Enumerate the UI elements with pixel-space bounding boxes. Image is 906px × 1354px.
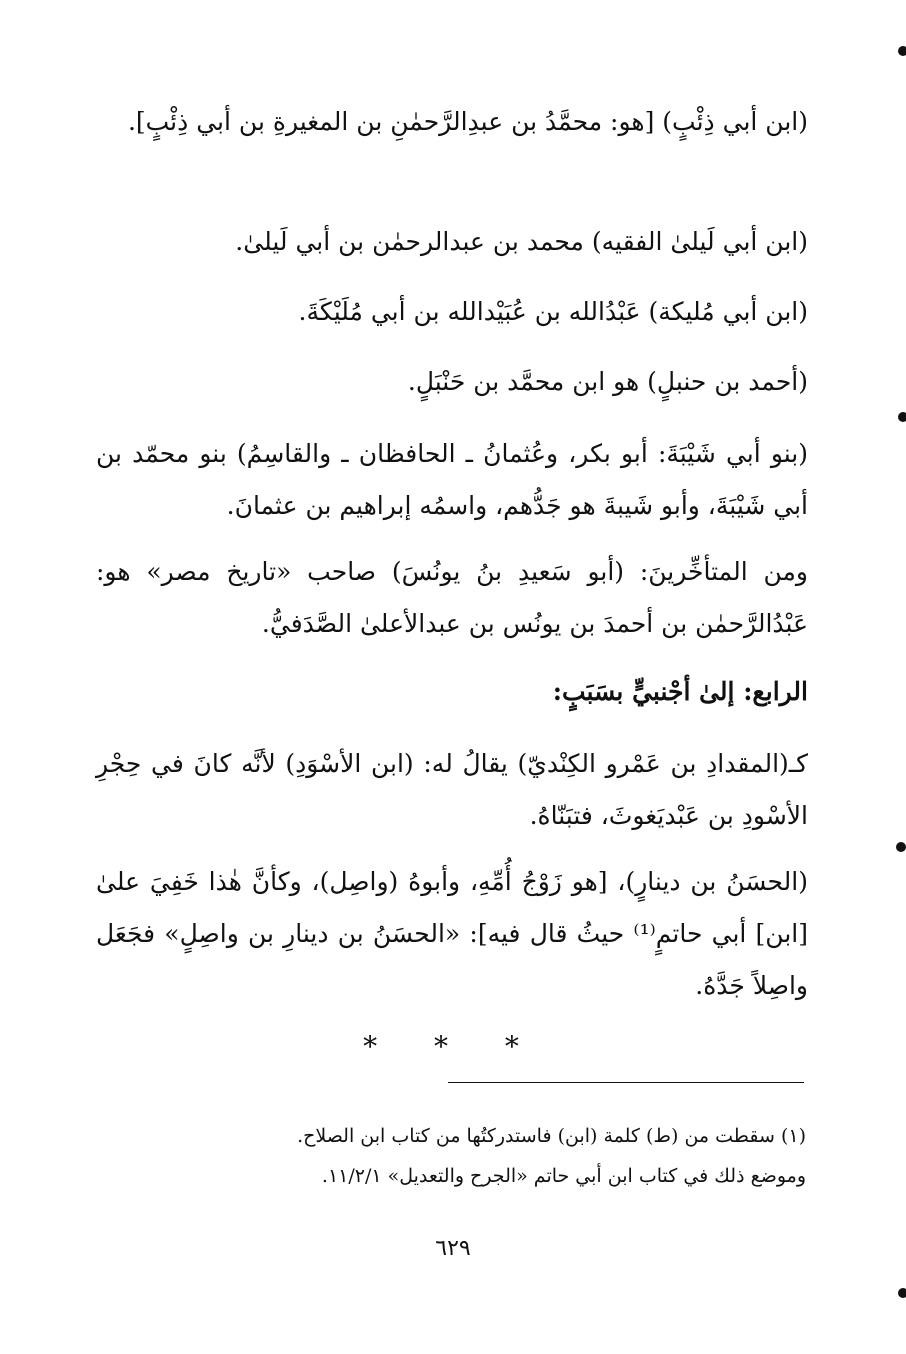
- footnote-1: (١) سقطت من (ط) كلمة (ابن) فاستدركتُها من كتاب ابن الصلاح.: [297, 1125, 806, 1147]
- edge-mark-lower: [896, 842, 906, 852]
- paragraph-ibn-abi-mulayka: (ابن أبي مُليكة) عَبْدُالله بن عُبَيْدالله بن أبي مُلَيْكَةَ.: [298, 297, 808, 326]
- paragraph-abu-said-ibn-yunus: ومن المتأخِّرينَ: (أبو سَعيدِ بنُ يونُسَ) صاحب «تاريخ مصر» هو: عَبْدُالرَّحمٰن بن أحمدَ بن يونُس بن عبدالأعلىٰ الصَّدَفيُّ.: [96, 557, 808, 638]
- section-separator: * * *: [363, 1030, 543, 1063]
- edge-mark-bottom: [898, 1288, 906, 1298]
- paragraph-al-miqdad: كـ(المقدادِ بن عَمْرو الكِنْديّ) يقالُ له: (ابن الأسْوَدِ) لأنَّه كانَ في حِجْرِ الأسْودِ بن عَبْديَغوثَ، فتبَنّاهُ.: [96, 749, 808, 830]
- paragraph-al-hasan-ibn-dinar: (الحسَنُ بن دينارٍ)، [هو زَوْجُ أُمِّهِ، وأبوهُ (واصِل)، وكأنَّ هٰذا خَفِيَ علىٰ [ابن] أبي حاتمٍ⁽¹⁾ حيثُ قال فيه]: «الحسَنُ بن دينارِ بن واصِلٍ» فجَعَل واصِلاً جَدَّهُ.: [96, 867, 809, 1000]
- footnote-divider: [448, 1082, 804, 1083]
- footnote-1-continued: وموضع ذلك في كتاب ابن أبي حاتم «الجرح والتعديل» ١١/٢/١.: [321, 1165, 806, 1187]
- page-number: ٦٢٩: [435, 1236, 471, 1261]
- edge-mark-middle: [898, 412, 906, 422]
- paragraph-banu-abi-shayba: (بنو أبي شَيْبَةَ: أبو بكر، وعُثمانُ ـ الحافظان ـ والقاسِمُ) بنو محمّد بن أبي شَيْبَةَ، وأبو شَيبةَ هو جَدُّهم، واسمُه إبراهيم بن عثمانَ.: [96, 439, 808, 520]
- paragraph-ibn-abi-layla: (ابن أبي لَيلىٰ الفقيه) محمد بن عبدالرحمٰن بن أبي لَيلىٰ.: [235, 227, 808, 256]
- edge-mark-top: [898, 46, 906, 56]
- paragraph-ibn-abi-dhib: (ابن أبي ذِئْبٍ) [هو: محمَّدُ بن عبدِالرَّحمٰنِ بن المغيرةِ بن أبي ذِئْبٍ].: [127, 107, 808, 136]
- footnotes: [140, 1116, 806, 1196]
- section-heading-fourth: الرابع: إلىٰ أجْنبيٍّ بسَبَبٍ:: [552, 677, 808, 706]
- paragraph-ahmad-ibn-hanbal: (أحمد بن حنبلٍ) هو ابن محمَّد بن حَنْبَلٍ.: [407, 367, 808, 396]
